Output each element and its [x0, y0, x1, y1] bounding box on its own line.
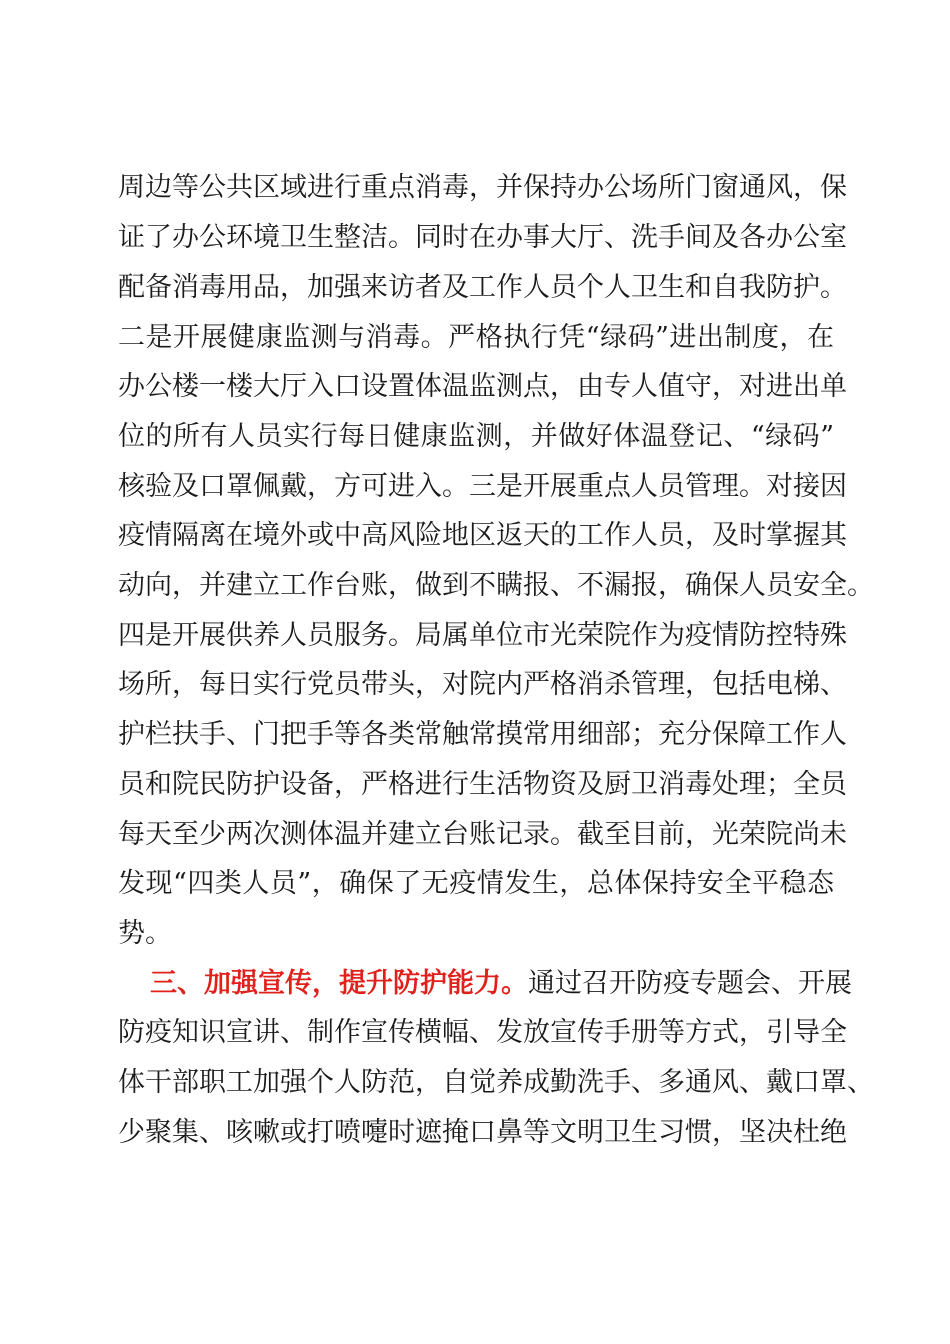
text-line: 少聚集、咳嗽或打喷嚏时遮掩口鼻等文明卫生习惯，坚决杜绝 [118, 1117, 847, 1148]
text-line: 员和院民防护设备，严格进行生活物资及厨卫消毒处理；全员 [118, 769, 847, 800]
text-line: 场所，每日实行党员带头，对院内严格消杀管理，包括电梯、 [118, 669, 847, 700]
text-line: 周边等公共区域进行重点消毒，并保持办公场所门窗通风，保 [118, 172, 847, 203]
text-line: 每天至少两次测体温并建立台账记录。截至目前，光荣院尚未 [118, 819, 847, 850]
text-line: 势。 [118, 918, 172, 949]
text-line: 核验及口罩佩戴，方可进入。三是开展重点人员管理。对接因 [118, 471, 847, 502]
text-line: 疫情隔离在境外或中高风险地区返天的工作人员，及时掌握其 [118, 520, 847, 551]
text-line: 四是开展供养人员服务。局属单位市光荣院作为疫情防控特殊 [118, 620, 847, 651]
text-line: 动向，并建立工作台账，做到不瞒报、不漏报，确保人员安全。 [118, 570, 874, 601]
text-line: 防疫知识宣讲、制作宣传横幅、发放宣传手册等方式，引导全 [118, 1017, 847, 1048]
text-line: 发现“四类人员”，确保了无疫情发生，总体保持安全平稳态 [118, 868, 834, 899]
text-line: 配备消毒用品，加强来访者及工作人员个人卫生和自我防护。 [118, 272, 847, 303]
section-heading-line [150, 959, 852, 1009]
heading-line-text: 通过召开防疫专题会、开展 [528, 968, 852, 999]
text-line: 体干部职工加强个人防范，自觉养成勤洗手、多通风、戴口罩、 [118, 1067, 874, 1098]
text-line: 办公楼一楼大厅入口设置体温监测点，由专人值守，对进出单 [118, 371, 847, 402]
text-line: 二是开展健康监测与消毒。严格执行凭“绿码”进出制度，在 [118, 322, 834, 353]
section-heading: 三、加强宣传，提升防护能力。 [150, 968, 528, 999]
text-line: 护栏扶手、门把手等各类常触常摸常用细部；充分保障工作人 [118, 719, 847, 750]
text-line: 证了办公环境卫生整洁。同时在办事大厅、洗手间及各办公室 [118, 222, 847, 253]
text-line: 位的所有人员实行每日健康监测，并做好体温登记、“绿码” [118, 421, 834, 452]
